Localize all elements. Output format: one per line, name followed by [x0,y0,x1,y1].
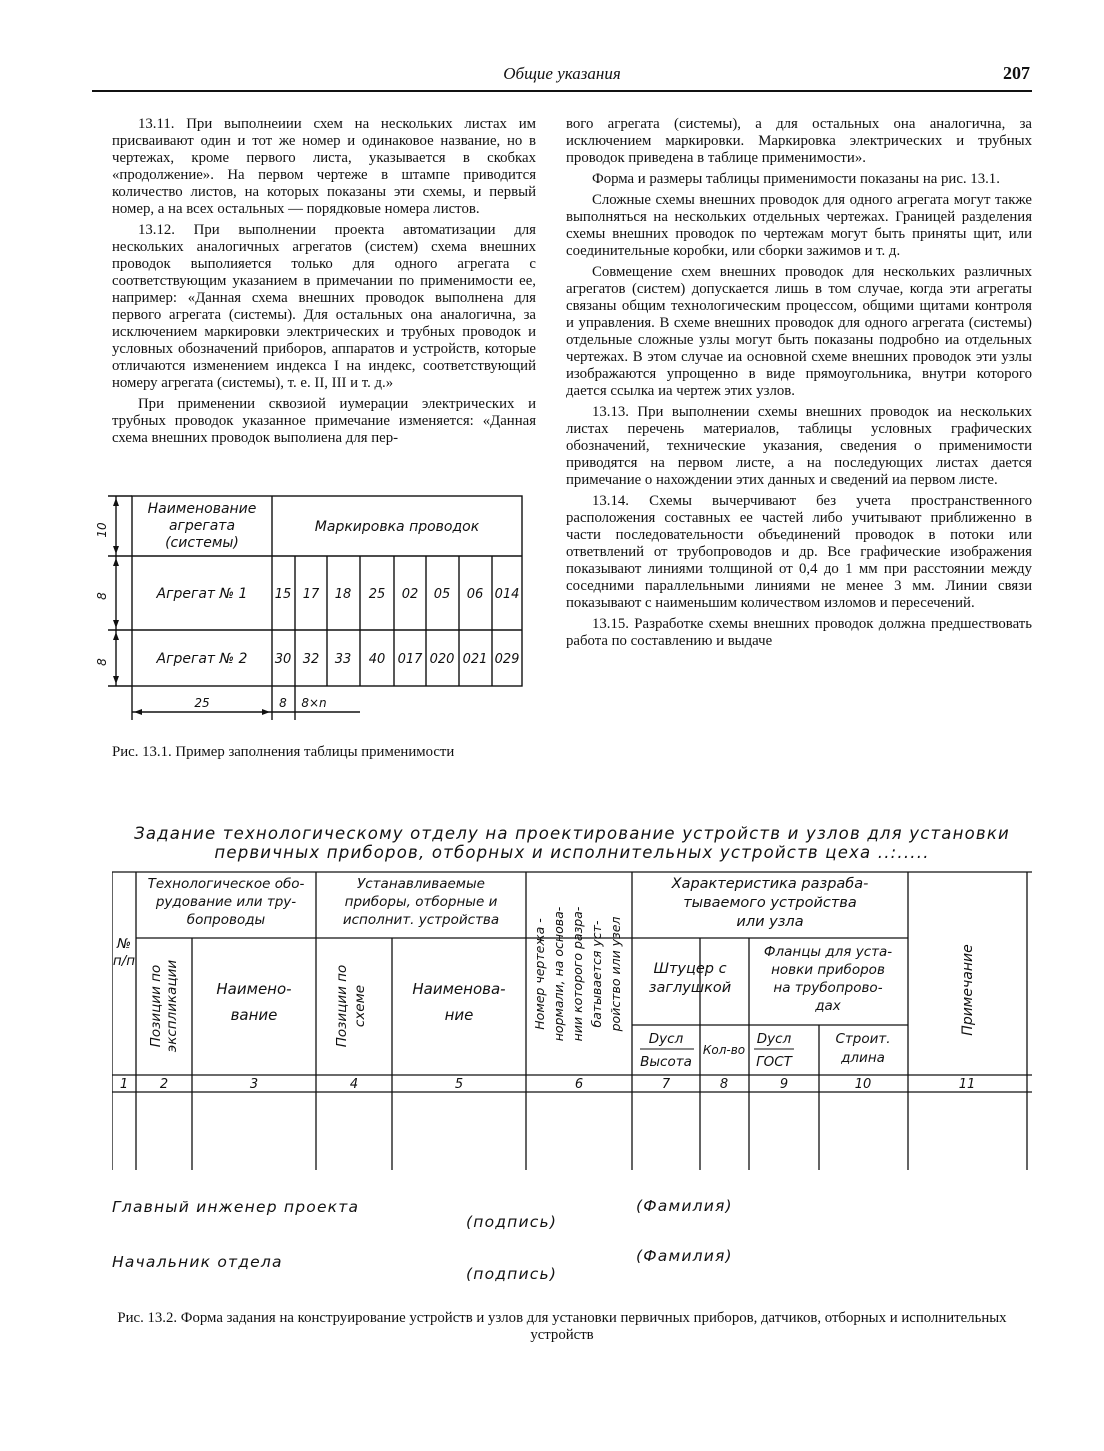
signature-department-head-name: (Фамилия) [636,1247,733,1265]
col-flanges-line1: Фланцы для уста- [763,944,893,960]
col-drawing-line5: ройство или узел [608,916,623,1032]
row1-name: Агрегат № 1 [156,586,248,602]
col-fitting-line1: Штуцер с [653,961,727,977]
assignment-form-table [112,870,1032,1170]
col-drawing-line4: батывается уст- [589,920,604,1028]
col-number: 8 [719,1077,729,1092]
paragraph-13-11: 13.11. При выполнеиии схем на нескольких листах им присваивают один и тот же номер и одинаковое название, но в чертежах, кроме первого листа, указывается в скобках «продолжение». На первом чертеже в штампе приводится количество листов, на которых показаны эти схемы, и первый номер, а на всех остальных — порядковые номера листов. [112,116,536,217]
col-no-line2: п/п [112,953,136,969]
group-devices-line1: Устанавливаемые [357,876,485,892]
col-build-len-line1: Строит. [835,1031,891,1047]
dim-width-cell: 8 [279,696,287,710]
applicability-table-figure [92,494,532,724]
row1-value: 06 [466,587,484,602]
col-pos-expl-line2: экспликации [164,959,180,1053]
group-equipment-line2: рудование или тру- [155,894,297,910]
signature-chief-engineer-label: Главный инженер проекта [112,1198,360,1216]
figure-13-2-caption: Рис. 13.2. Форма задания на конструирование устройств и узлов для установки первичных приборов, датчиков, отборных и исполнительных устройств [117,1310,1007,1343]
row2-value: 30 [274,652,292,667]
col-number: 7 [661,1077,671,1092]
row1-value: 02 [401,587,419,602]
paragraph-complex-schemes: Сложные схемы внешних проводок для одного агрегата могут также выполняться на нескольких отдельных чертежах. Границей разделения схемы внешних проводок по чертежам могут быть приняты щит, или соединительные коробки, или сборки зажимов и т. д. [566,192,1032,259]
page-number: 207 [1003,63,1030,83]
col-dusl-gost-line1: Dусл [756,1031,792,1047]
col-qty: Кол-во [702,1043,746,1057]
col-number: 10 [854,1077,872,1092]
right-column [566,116,1032,654]
col-number: 3 [249,1077,259,1092]
col-drawing-line1: Номер чертежа - [532,918,547,1030]
left-column [112,116,536,451]
signature-chief-engineer-name: (Фамилия) [636,1197,733,1215]
col-no-line1: № [116,936,132,952]
signature-department-head-sign: (подпись) [466,1265,558,1283]
col-number: 1 [119,1077,129,1092]
col-fitting-line2: заглушкой [648,980,732,996]
col-dusl-height-line2: Высота [640,1054,692,1070]
dim-width-total: 8×n [301,696,327,710]
row2-value: 33 [334,652,352,667]
paragraph-form-size: Форма и размеры таблицы применимости показаны на рис. 13.1. [592,171,1000,187]
running-title: Общие указания [503,64,621,83]
col-build-len-line2: длина [841,1050,885,1066]
paragraph-13-14: 13.14. Схемы вычерчивают без учета пространственного расположения составных ее частей либо учитывают приближенно в части последовательности объединений проводок в потоки или ответвлений от трубопроводов и др. Все графические изображения показывают линиями толщиной от 0,4 до 1 мм при расстоянии между соседними параллельными линиями не менее 3 мм. Линии связи показывают с наименьшим количеством изломов и пересечений. [566,493,1032,611]
header-marking: Маркировка проводок [314,519,480,535]
form-title [112,824,1032,862]
paragraph-combination: Совмещение схем внешних проводок для нескольких различных агрегатов (систем) допускается лишь в том случае, когда эти агрегаты связаны общим технологическим процессом, общими щитами контроля и управления. В схеме внешних проводок для одного агрегата (системы) отдельные сложные узлы могут быть показаны подробно иа отдельных чертежах. В этом случае иа основной схеме внешних проводок эти узлы изображаются упрощенно в виде прямоугольника, внутри которого дается ссылка иа чертеж этих узлов. [566,264,1032,399]
paragraph-13-15: 13.15. Разработке схемы внешних проводок должна предшествовать работа по составлению и выдаче [566,616,1032,649]
col-flanges-line4: дах [815,998,841,1014]
form-title-line2: первичных приборов, отборных и исполнительных устройств цеха ..:..... [214,843,930,862]
col-drawing-line2: нормали, на основа- [551,906,566,1042]
signature-department-head-label: Начальник отдела [112,1253,283,1271]
form-title-line1: Задание технологическому отделу на проектирование устройств и узлов для установки [134,824,1010,843]
row2-value: 029 [494,652,520,667]
group-equipment-line3: бопроводы [186,912,266,928]
row2-value: 32 [302,652,320,667]
col-dusl-gost-line2: ГОСТ [756,1054,792,1070]
col-note: Примечание [960,944,976,1036]
figure-13-1-caption: Рис. 13.1. Пример заполнения таблицы применимости [112,744,455,760]
col-name1-line1: Наимено- [216,980,292,998]
row2-name: Агрегат № 2 [156,651,248,667]
page-header [92,60,1032,92]
row1-value: 18 [334,587,352,602]
col-pos-scheme-line1: Позиции по [334,964,350,1048]
col-number: 9 [779,1077,789,1092]
col-number: 6 [574,1077,584,1092]
dim-height-row1: 8 [95,592,109,600]
row1-value: 014 [494,587,520,602]
col-number: 2 [159,1077,169,1092]
header-name-line3: (системы) [165,535,239,551]
col-dusl-height-line1: Dусл [648,1031,684,1047]
paragraph-13-13: 13.13. При выполнении схемы внешних проводок иа нескольких листах перечень материалов, таблицы условных графических обозначений, технические указания, сведения о применимости приводятся на первом листе, а на последующих листах дается примечание о нахождении этих данных и сведений иа первом листе. [566,404,1032,488]
row1-value: 05 [433,587,451,602]
col-flanges-line2: новки приборов [771,962,885,978]
col-name2-line2: ние [444,1006,474,1024]
col-number: 5 [454,1077,464,1092]
row2-value: 017 [397,652,423,667]
group-equipment-line1: Технологическое обо- [147,876,305,892]
row1-value: 17 [302,587,320,602]
row2-value: 020 [429,652,455,667]
col-name2-line1: Наименова- [412,980,506,998]
col-pos-scheme-line2: схеме [352,984,368,1028]
row2-value: 021 [462,652,488,667]
col-drawing-line3: нии которого разра- [570,906,585,1042]
header-name-line2: агрегата [168,518,236,534]
dim-height-header: 10 [95,522,109,538]
col-name1-line2: вание [230,1006,278,1024]
signature-chief-engineer-sign: (подпись) [466,1213,558,1231]
col-number: 11 [958,1077,976,1092]
group-characteristics-line2: тываемого устройства [683,895,857,911]
paragraph-continued: вого агрегата (системы), а для остальных она аналогична, за исключением маркировки. Маркировка электрических и трубных проводок приведена в таблице применимости». [566,116,1032,166]
col-number: 4 [349,1077,359,1092]
row2-value: 40 [368,652,386,667]
col-flanges-line3: на трубопрово- [773,980,883,996]
dim-width-name: 25 [194,696,210,710]
row1-value: 15 [274,587,292,602]
group-devices-line2: приборы, отборные и [344,894,498,910]
group-devices-line3: исполнит. устройства [342,912,500,928]
row1-value: 25 [368,587,386,602]
dim-height-row2: 8 [95,658,109,666]
header-name-line1: Наименование [147,501,257,517]
col-pos-expl-line1: Позиции по [148,964,164,1048]
paragraph-13-12: 13.12. При выполнении проекта автоматизации для нескольких аналогичных агрегатов (систем) схема внешних проводок выполияется только для одного агрегата с соответствующим указанием в примечании по применимости ее, например: «Дaнная схема внешних проводок выполнена для первого агрегата (системы). Для остальных она аналогична, за исключением маркировки электрических и трубных проводок и условных обозначений приборов, аппаратов и устройств, которые отличаются изменением индекса I на индекс, соответствующий номеру агрегата (системы), т. е. II, III и т. д.» [112,222,536,391]
paragraph-numbering: При применении сквозиой иумерации электрических и трубных проводок указанное примечание изменяется: «Данная схема внешних проводок выполиена для пер- [112,396,536,446]
group-characteristics-line1: Характеристика разраба- [671,876,869,892]
group-characteristics-line3: или узла [736,914,804,930]
